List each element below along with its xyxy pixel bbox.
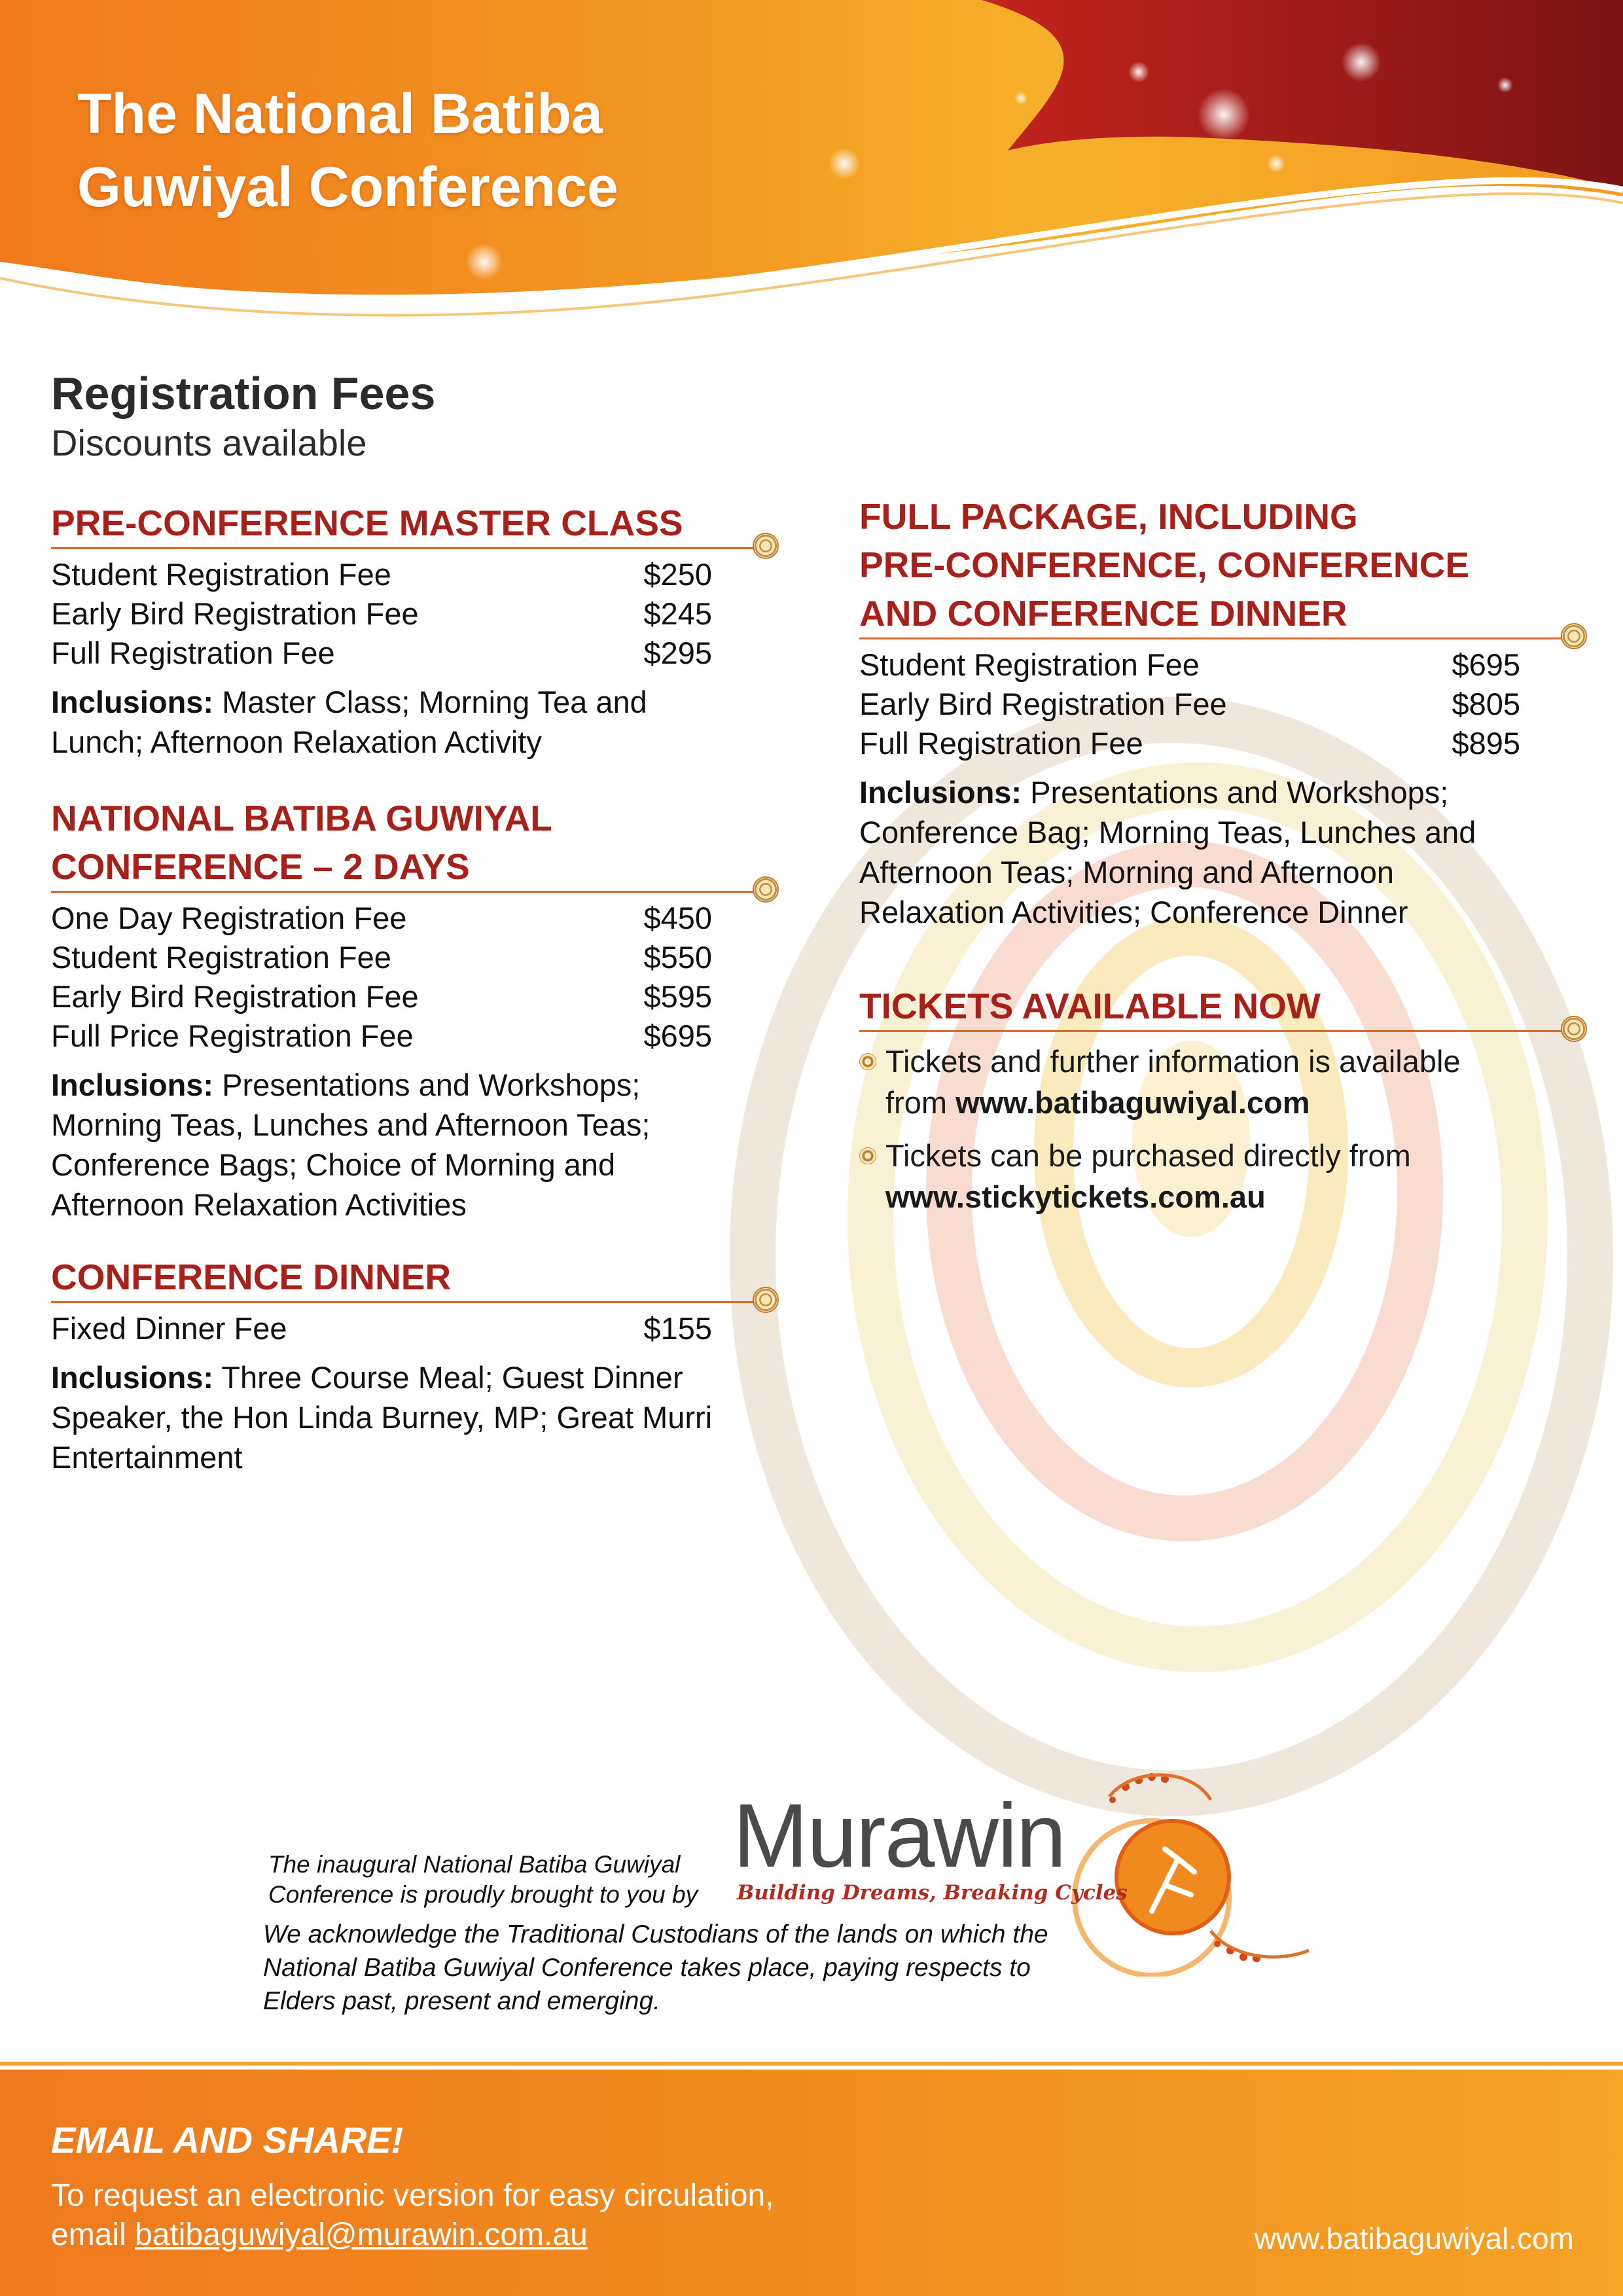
footer-request-text [51, 2176, 774, 2255]
ticket-info-item [859, 1041, 1520, 1123]
fee-amount: $695 [643, 1018, 712, 1053]
conference-heading-line-2: CONFERENCE – 2 DAYS [51, 846, 470, 887]
master-class-heading-text: PRE-CONFERENCE MASTER CLASS [51, 503, 683, 543]
full-package-heading-line-2: PRE-CONFERENCE, CONFERENCE [859, 545, 1470, 585]
fee-label: Early Bird Registration Fee [51, 596, 419, 631]
stickytickets-link[interactable]: www.stickytickets.com.au [885, 1179, 1266, 1214]
full-package-heading-line-1: FULL PACKAGE, INCLUDING [859, 496, 1358, 537]
fee-label: Early Bird Registration Fee [51, 979, 419, 1014]
inclusions-label: Inclusions: [51, 1360, 214, 1395]
fee-amount: $695 [1452, 647, 1520, 682]
divider-knob-icon [753, 533, 779, 559]
ticket-info-body: Tickets and further information is available from [885, 1044, 1461, 1120]
murawin-logo-word: Murawin [733, 1785, 1065, 1886]
inclusions-label: Inclusions: [859, 775, 1022, 810]
inclusions-label: Inclusions: [51, 685, 214, 719]
ticket-info-item [859, 1135, 1520, 1217]
section-divider [51, 1301, 712, 1321]
inclusions-text [859, 772, 1540, 932]
footer-heading: EMAIL AND SHARE! [51, 2119, 404, 2161]
fee-label: Full Registration Fee [51, 636, 335, 670]
murawin-tagline: Building Dreams, Breaking Cycles [737, 1881, 1128, 1905]
fee-amount: $250 [643, 557, 712, 592]
divider-line [51, 547, 758, 549]
fee-amount: $595 [643, 979, 712, 1014]
section-divider [51, 891, 712, 910]
inclusions-text [51, 682, 732, 762]
conference-title [77, 77, 618, 224]
conference-section [51, 794, 712, 1225]
fee-label: One Day Registration Fee [51, 901, 407, 935]
conference-heading-line-1: NATIONAL BATIBA GUWIYAL [51, 798, 552, 838]
fee-label: Student Registration Fee [51, 940, 391, 975]
section-subtitle: Discounts available [51, 422, 367, 463]
footer-line-2 [51, 2215, 774, 2255]
inclusions-text [51, 1357, 758, 1477]
tickets-section [859, 982, 1520, 1229]
murawin-caption: The inaugural National Batiba Guwiyal Conference is proudly brought to you by [268, 1851, 698, 1908]
bullet-icon [859, 1053, 876, 1070]
conference-heading [51, 794, 712, 891]
inclusions-body: Three Course Meal; Guest Dinner Speaker, the Hon Linda Burney, MP; Great Murri Entertainment [51, 1360, 713, 1475]
footer-line-1: To request an electronic version for easy circulation, [51, 2178, 774, 2213]
fee-row [51, 1016, 712, 1056]
divider-line [51, 891, 758, 893]
section-title: Registration Fees [51, 368, 436, 419]
full-package-heading [859, 492, 1520, 637]
divider-line [859, 1030, 1566, 1032]
divider-line [859, 637, 1566, 639]
inclusions-body: Master Class; Morning Tea and Lunch; Afternoon Relaxation Activity [51, 685, 647, 759]
master-class-section [51, 499, 712, 762]
fee-amount: $295 [643, 636, 712, 670]
fee-amount: $245 [643, 596, 712, 631]
fee-row [51, 977, 712, 1016]
divider-knob-icon [1561, 623, 1587, 649]
inclusions-label: Inclusions: [51, 1067, 214, 1102]
divider-knob-icon [1561, 1016, 1587, 1042]
footer-email-link[interactable]: batibaguwiyal@murawin.com.au [135, 2217, 588, 2252]
fee-row [51, 634, 712, 673]
ticket-info-text [885, 1135, 1520, 1217]
fee-amount: $550 [643, 940, 712, 975]
fee-amount: $450 [643, 901, 712, 935]
bullet-icon [859, 1147, 876, 1164]
fee-amount: $895 [1452, 726, 1520, 761]
footer-divider [0, 2062, 1623, 2066]
fee-label: Fixed Dinner Fee [51, 1311, 287, 1346]
tickets-heading [859, 982, 1520, 1030]
dinner-heading-text: CONFERENCE DINNER [51, 1257, 452, 1297]
fee-row [859, 685, 1520, 724]
inclusions-text [51, 1065, 732, 1225]
title-line-2: Guwiyal Conference [77, 156, 618, 219]
full-package-heading-line-3: AND CONFERENCE DINNER [859, 593, 1347, 634]
fee-row [51, 938, 712, 977]
title-line-1: The National Batiba [77, 82, 603, 145]
acknowledgement-text: We acknowledge the Traditional Custodians of the lands on which the National Batiba Guwiyal Conference takes place, paying respects to Elders past, present and emerging. [263, 1920, 1048, 2015]
fee-label: Full Registration Fee [859, 726, 1143, 761]
batibaguwiyal-link[interactable]: www.batibaguwiyal.com [955, 1085, 1310, 1120]
fee-row [51, 594, 712, 634]
tickets-heading-text: TICKETS AVAILABLE NOW [859, 986, 1321, 1026]
ticket-info-body: Tickets can be purchased directly from [885, 1138, 1411, 1173]
fee-label: Early Bird Registration Fee [859, 687, 1227, 721]
section-divider [859, 1030, 1520, 1050]
dinner-heading [51, 1253, 712, 1301]
fee-amount: $155 [643, 1311, 712, 1346]
fee-label: Student Registration Fee [859, 647, 1200, 682]
fee-amount: $805 [1452, 687, 1520, 721]
section-divider [51, 547, 712, 567]
ticket-info-text [885, 1041, 1520, 1123]
divider-line [51, 1301, 758, 1303]
dinner-section [51, 1253, 712, 1477]
inclusions-body: Presentations and Workshops; Morning Teas, Lunches and Afternoon Teas; Conference Bags; Choice of Morning and Afternoon Relaxation Activities [51, 1067, 651, 1222]
fee-label: Student Registration Fee [51, 557, 391, 592]
full-package-section [859, 492, 1520, 932]
footer-email-prefix: email [51, 2217, 135, 2252]
section-divider [859, 637, 1520, 657]
divider-knob-icon [753, 1287, 779, 1313]
footer-website-link[interactable]: www.batibaguwiyal.com [1254, 2221, 1574, 2255]
fee-label: Full Price Registration Fee [51, 1018, 414, 1053]
inclusions-body: Presentations and Workshops; Conference Bag; Morning Teas, Lunches and Afternoon Teas; Morning and Afternoon Relaxation Activities; Conference Dinner [859, 775, 1476, 929]
divider-knob-icon [753, 876, 779, 903]
fee-row [859, 724, 1520, 763]
registration-intro [51, 367, 435, 466]
master-class-heading [51, 499, 712, 547]
